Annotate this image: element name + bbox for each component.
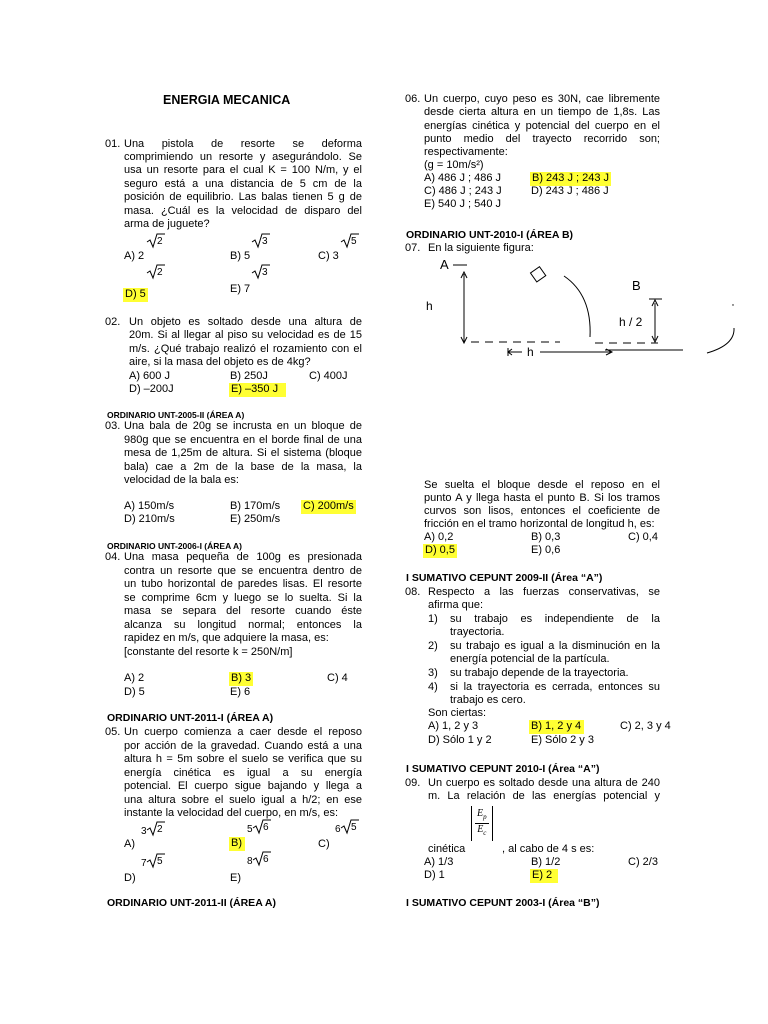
question-text-line: alcanza su longitud normal; entonces la: [124, 619, 362, 631]
question-text-line: mesa de 1,25m de altura. Si el sistema (bloque: [124, 447, 362, 459]
question-text-line: respectivamente:: [424, 146, 508, 158]
question-text-line: un tubo horizontal de paredes lisas. El resorte: [124, 578, 362, 590]
option-e[interactable]: E): [230, 872, 241, 884]
question-text-line: Respecto a las fuerzas conservativas, se: [428, 586, 660, 598]
question-text-line: energías cinética y potencial del cuerpo en el: [424, 120, 660, 132]
section-heading: I SUMATIVO CEPUNT 2003-I (Área “B”): [406, 897, 600, 909]
section-heading: ORDINARIO UNT-2011-II (ÁREA A): [107, 897, 276, 909]
option-e[interactable]: E) 250m/s: [230, 513, 281, 525]
question-text-line: punto medio del trayecto recorrido son;: [424, 133, 660, 145]
question-text-line: , al cabo de 4 s es:: [502, 843, 595, 855]
radicand: 3: [262, 236, 268, 247]
question-number: 09.: [405, 777, 421, 789]
radicand: 6: [263, 822, 269, 833]
question-text-line: punto A y llega hasta el punto B. Si los tramos: [424, 492, 660, 504]
coefficient: 5: [247, 824, 253, 835]
question-text-line: [constante del resorte k = 250N/m]: [124, 646, 293, 658]
option-a[interactable]: A) 1/3: [424, 856, 454, 868]
option-a[interactable]: A) 150m/s: [124, 500, 175, 512]
option-e-highlighted[interactable]: E) –350 J: [229, 383, 286, 397]
question-text-line: afirma que:: [428, 599, 484, 611]
coefficient: 3: [141, 826, 147, 837]
question-text-line: usa un resorte para el cual K = 100 N/m, y el: [124, 164, 362, 176]
sqrt-symbol: [340, 233, 360, 249]
option-c[interactable]: C): [318, 838, 330, 850]
sqrt-symbol: [146, 264, 166, 280]
option-b-highlighted[interactable]: B): [229, 837, 245, 851]
question-number: 03.: [105, 420, 121, 432]
question-text-line: Una bala de 20g se incrusta en un bloque de: [124, 420, 362, 432]
radicand: 5: [351, 236, 357, 247]
question-text-line: instante la velocidad del cuerpo, en m/s, es:: [124, 807, 339, 819]
statement-number: 4): [428, 681, 438, 693]
option-e[interactable]: E) 6: [230, 686, 251, 698]
sqrt-symbol: [251, 264, 271, 280]
question-text-line: 20m. Si al llegar al piso su velocidad es de 15: [129, 329, 362, 341]
statement-text: su trabajo es igual a la disminución en la: [450, 640, 660, 652]
radicand: 5: [351, 822, 357, 833]
sqrt-symbol: [146, 821, 166, 837]
option-b[interactable]: B) 0,3: [531, 531, 561, 543]
question-text-line: aire, si la masa del objeto es de 4kg?: [129, 356, 311, 368]
option-a[interactable]: A) 2: [124, 672, 145, 684]
sqrt-symbol: [252, 819, 272, 835]
label-h-half: h / 2: [619, 315, 643, 329]
option-e[interactable]: E) 0,6: [531, 544, 561, 556]
label-a: A: [440, 257, 449, 272]
sqrt-symbol: [146, 853, 166, 869]
question-text-line: 980g que se encuentra en el borde final de una: [124, 434, 362, 446]
question-text-line: Un cuerpo comienza a caer desde el reposo: [124, 726, 362, 738]
question-text-line: Se suelta el bloque desde el reposo en el: [424, 479, 660, 491]
question-number: 06.: [405, 93, 421, 105]
question-text-line: m. La relación de las energías potencial y: [428, 790, 660, 802]
question-text-line: cinética: [428, 843, 466, 855]
option-c-highlighted[interactable]: C) 200m/s: [303, 500, 354, 512]
question-text-line: bala) cae a 2m de la base de la masa, la: [124, 461, 362, 473]
option-e[interactable]: E) 540 J ; 540 J: [424, 198, 502, 210]
label-b: B: [632, 278, 641, 293]
option-a[interactable]: A) 486 J ; 486 J: [424, 172, 502, 184]
label-h-left: h: [426, 299, 433, 313]
question-text-line: comprimiendo un resorte y asegurándolo. Se: [124, 151, 362, 163]
question-number: 08.: [405, 586, 421, 598]
statement-number: 2): [428, 640, 438, 652]
sqrt-symbol: [146, 233, 166, 249]
option-c[interactable]: C) 0,4: [628, 531, 658, 543]
option-a[interactable]: A) 600 J: [129, 370, 170, 382]
figure-track-diagram: [400, 250, 745, 375]
energy-ratio-fraction: $\frac{E_p}{E_c}$: [471, 806, 493, 841]
radicand: 2: [157, 236, 163, 247]
statement-number: 1): [428, 613, 438, 625]
option-d[interactable]: D) 5: [124, 686, 145, 698]
label-h-bottom: h: [527, 345, 534, 359]
question-text-line: Un cuerpo es soltado desde una altura de 240: [428, 777, 660, 789]
option-b-highlighted[interactable]: B) 243 J ; 243 J: [532, 172, 610, 184]
radicand: 3: [262, 267, 268, 278]
question-text-line: altura h = 5m sobre el suelo se verifica que su: [124, 753, 362, 765]
question-text-line: masa se separa del resorte cuando éste: [124, 605, 362, 617]
section-heading: ORDINARIO UNT-2011-I (ÁREA A): [107, 712, 274, 724]
question-text-line: arma de juguete?: [124, 218, 210, 230]
block: [530, 267, 545, 282]
question-text-line: por acción de la gravedad. Cuando está a una: [124, 740, 362, 752]
section-heading: ORDINARIO UNT-2010-I (ÁREA B): [406, 229, 574, 241]
question-text-line: energía cinética es igual a su energía: [124, 767, 362, 779]
option-e[interactable]: E) 7: [230, 283, 251, 295]
statement-text: su trabajo depende de la trayectoria.: [450, 667, 629, 679]
option-d[interactable]: D) 243 J ; 486 J: [531, 185, 609, 197]
question-text-line: m/s. ¿Qué trabajo realizó el rozamiento con el: [129, 343, 362, 355]
section-heading: ORDINARIO UNT-2006-I (ÁREA A): [107, 541, 242, 551]
option-d[interactable]: D) 1: [424, 869, 445, 881]
radicand: 2: [157, 267, 163, 278]
question-text-line: Un objeto es soltado desde una altura de: [129, 316, 362, 328]
sqrt-symbol: [340, 819, 360, 835]
statement-text: trayectoria.: [450, 626, 505, 638]
question-text-line: una altura sobre el suelo igual a h/2; en ese: [124, 794, 362, 806]
statement-text: si la trayectoria es cerrada, entonces su: [450, 681, 660, 693]
option-b[interactable]: B) 5: [230, 250, 251, 262]
question-text-line: potencial. El cuerpo sigue bajando y llega a: [124, 780, 362, 792]
coefficient: 7: [141, 858, 147, 869]
question-text-line: Son ciertas:: [428, 707, 487, 719]
question-text-line: contra un resorte que se encuentra dentro de: [124, 565, 362, 577]
statement-text: energía potencial de la partícula.: [450, 653, 610, 665]
option-b[interactable]: B) 170m/s: [230, 500, 281, 512]
section-heading: I SUMATIVO CEPUNT 2009-II (Área “A”): [406, 572, 603, 584]
question-text-line: fricción en el tramo horizontal de longitud h, es:: [424, 518, 655, 530]
question-intro: En la siguiente figura:: [428, 242, 534, 254]
question-number: 01.: [105, 138, 121, 150]
section-heading: I SUMATIVO CEPUNT 2010-I (Área “A”): [406, 763, 600, 775]
statement-text: trabajo es cero.: [450, 694, 526, 706]
question-text-line: desde cierta altura en un tiempo de 1,8s. Las: [424, 106, 660, 118]
question-text-line: masa. ¿Cuál es la velocidad de disparo del: [124, 205, 362, 217]
radicand: 5: [157, 856, 163, 867]
statement-number: 3): [428, 667, 438, 679]
statement-text: su trabajo es independiente de la: [450, 613, 660, 625]
question-number: 04.: [105, 551, 121, 563]
section-heading: ORDINARIO UNT-2005-II (ÁREA A): [107, 410, 245, 420]
sqrt-symbol: [251, 233, 271, 249]
question-text-line: posición de equilibrio. Las balas tienen 5 g de: [124, 191, 362, 203]
option-e[interactable]: E) Sólo 2 y 3: [531, 734, 594, 746]
option-b[interactable]: B) 250J: [230, 370, 268, 382]
option-c[interactable]: C) 400J: [309, 370, 348, 382]
option-a[interactable]: A) 0,2: [424, 531, 454, 543]
coefficient: 8: [247, 856, 253, 867]
radicand: 2: [157, 824, 163, 835]
coefficient: 6: [335, 824, 341, 835]
option-d-highlighted[interactable]: D) 0,5: [425, 544, 455, 556]
question-text-line: Un cuerpo, cuyo peso es 30N, cae libremente: [424, 93, 660, 105]
option-d[interactable]: D) Sólo 1 y 2: [428, 734, 492, 746]
radicand: 6: [263, 854, 269, 865]
question-number: 05.: [105, 726, 121, 738]
option-b-highlighted[interactable]: B) 3: [231, 672, 252, 684]
question-text-line: velocidad de la bala es:: [124, 474, 239, 486]
question-number: 07.: [405, 242, 421, 254]
option-b[interactable]: B) 1/2: [531, 856, 561, 868]
question-text-line: (g = 10m/s²): [424, 159, 484, 171]
option-b-highlighted[interactable]: B) 1, 2 y 4: [529, 720, 584, 734]
question-text-line: Una pistola de resorte se deforma: [124, 138, 362, 150]
option-c[interactable]: C) 4: [327, 672, 348, 684]
option-d-highlighted[interactable]: D) 5: [125, 288, 146, 300]
question-text-line: se comprime 6cm y luego se lo suelta. Si la: [124, 592, 362, 604]
option-c[interactable]: C) 2, 3 y 4: [620, 720, 671, 732]
option-d[interactable]: D) –200J: [129, 383, 174, 395]
option-d[interactable]: D) 210m/s: [124, 513, 175, 525]
option-a[interactable]: A) 2: [124, 250, 145, 262]
sqrt-symbol: [252, 851, 272, 867]
option-c[interactable]: C) 3: [318, 250, 339, 262]
question-text-line: Una masa pequeña de 100g es presionada: [124, 551, 362, 563]
option-c[interactable]: C) 2/3: [628, 856, 658, 868]
option-a[interactable]: A) 1, 2 y 3: [428, 720, 479, 732]
option-d[interactable]: D): [124, 872, 136, 884]
question-text-line: seguro está a una distancia de 5 cm de la: [124, 178, 362, 190]
option-a[interactable]: A): [124, 838, 135, 850]
option-c[interactable]: C) 486 J ; 243 J: [424, 185, 502, 197]
question-number: 02.: [105, 316, 121, 328]
option-e-highlighted[interactable]: E) 2: [530, 869, 558, 883]
question-text-line: rapidez en m/s, que adquiere la masa, es:: [124, 632, 329, 644]
question-text-line: curvos son lisos, entonces el coeficiente de: [424, 505, 660, 517]
page-title: ENERGIA MECANICA: [163, 93, 291, 107]
